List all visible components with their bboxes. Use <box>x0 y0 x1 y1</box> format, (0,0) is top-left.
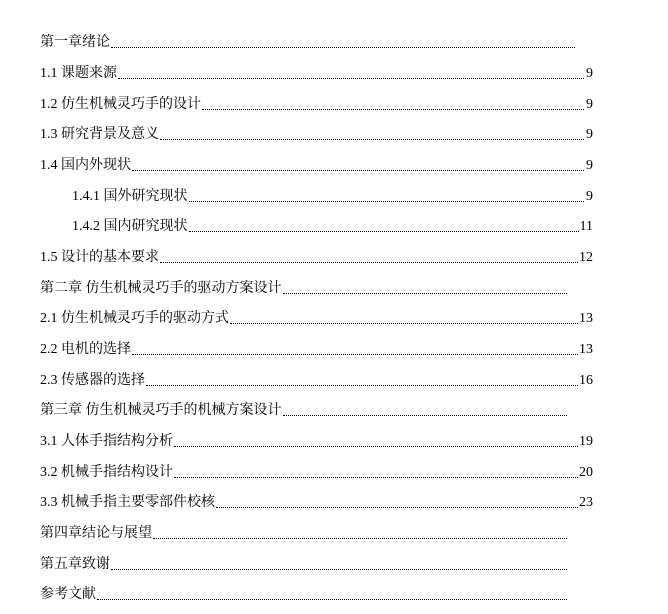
toc-entry-page: 13 <box>579 311 593 326</box>
toc-entry-page: 9 <box>586 127 593 142</box>
toc-entry-page: 16 <box>579 373 593 388</box>
dot-leader <box>283 414 568 416</box>
toc-entry-label: 2.1 仿生机械灵巧手的驱动方式 <box>40 311 229 326</box>
toc-entry-label: 第三章 仿生机械灵巧手的机械方案设计 <box>40 403 282 418</box>
toc-entry-page: 12 <box>579 250 593 265</box>
dot-leader <box>216 506 578 508</box>
toc-entry-label: 1.4 国内外现状 <box>40 158 131 173</box>
toc-entry-page: 9 <box>586 189 593 204</box>
toc-entry <box>40 306 593 328</box>
toc-entry <box>40 245 593 267</box>
dot-leader <box>111 568 567 570</box>
toc-entry-page: 9 <box>586 158 593 173</box>
dot-leader <box>132 169 584 171</box>
toc-entry-label: 3.3 机械手指主要零部件校核 <box>40 495 215 510</box>
dot-leader <box>160 138 584 140</box>
toc-entry <box>40 552 576 574</box>
toc-entry-label: 3.2 机械手指结构设计 <box>40 465 173 480</box>
toc-entry <box>40 398 576 420</box>
toc-entry <box>72 214 593 236</box>
dot-leader <box>111 46 575 48</box>
toc-entry-label: 1.4.2 国内研究现状 <box>72 219 188 234</box>
toc-entry-label: 第五章致谢 <box>40 557 110 572</box>
toc-entry <box>40 30 584 52</box>
toc-entry <box>40 460 593 482</box>
toc-entry-label: 参考文献 <box>40 587 96 602</box>
toc-entry-label: 1.2 仿生机械灵巧手的设计 <box>40 97 201 112</box>
toc-entry <box>40 490 593 512</box>
toc-entry <box>72 184 593 206</box>
dot-leader <box>118 77 584 79</box>
toc-entry-page: 19 <box>579 434 593 449</box>
toc-entry <box>40 582 576 604</box>
toc-entry-label: 第一章绪论 <box>40 35 110 50</box>
toc-entry-label: 2.2 电机的选择 <box>40 342 131 357</box>
dot-leader <box>230 322 578 324</box>
toc-entry-label: 第四章结论与展望 <box>40 526 152 541</box>
toc-entry <box>40 368 593 390</box>
dot-leader <box>153 537 567 539</box>
toc-entry <box>40 122 593 144</box>
toc-entry-label: 1.5 设计的基本要求 <box>40 250 159 265</box>
toc-entry-label: 第二章 仿生机械灵巧手的驱动方案设计 <box>40 281 282 296</box>
toc-entry-label: 2.3 传感器的选择 <box>40 373 145 388</box>
toc-entry-page: 9 <box>586 97 593 112</box>
toc-entry-page: 23 <box>579 495 593 510</box>
dot-leader <box>189 230 579 232</box>
dot-leader <box>202 108 584 110</box>
dot-leader <box>189 200 585 202</box>
dot-leader <box>160 261 578 263</box>
dot-leader <box>146 384 578 386</box>
toc-entry <box>40 337 593 359</box>
toc-entry <box>40 276 576 298</box>
toc-entry <box>40 429 593 451</box>
dot-leader <box>132 353 578 355</box>
toc-entry <box>40 61 593 83</box>
dot-leader <box>174 445 578 447</box>
toc-entry <box>40 521 576 543</box>
toc-entry-page: 20 <box>579 465 593 480</box>
dot-leader <box>174 476 578 478</box>
toc-entry-label: 1.3 研究背景及意义 <box>40 127 159 142</box>
toc-entry-label: 1.1 课题来源 <box>40 66 117 81</box>
dot-leader <box>283 292 568 294</box>
toc-entry-page: 11 <box>579 219 593 234</box>
toc-entry <box>40 153 593 175</box>
dot-leader <box>97 598 567 600</box>
toc-entry-page: 9 <box>586 66 593 81</box>
toc-entry <box>40 92 593 114</box>
toc-entry-label: 3.1 人体手指结构分析 <box>40 434 173 449</box>
toc-entry-page: 13 <box>579 342 593 357</box>
toc-entry-label: 1.4.1 国外研究现状 <box>72 189 188 204</box>
